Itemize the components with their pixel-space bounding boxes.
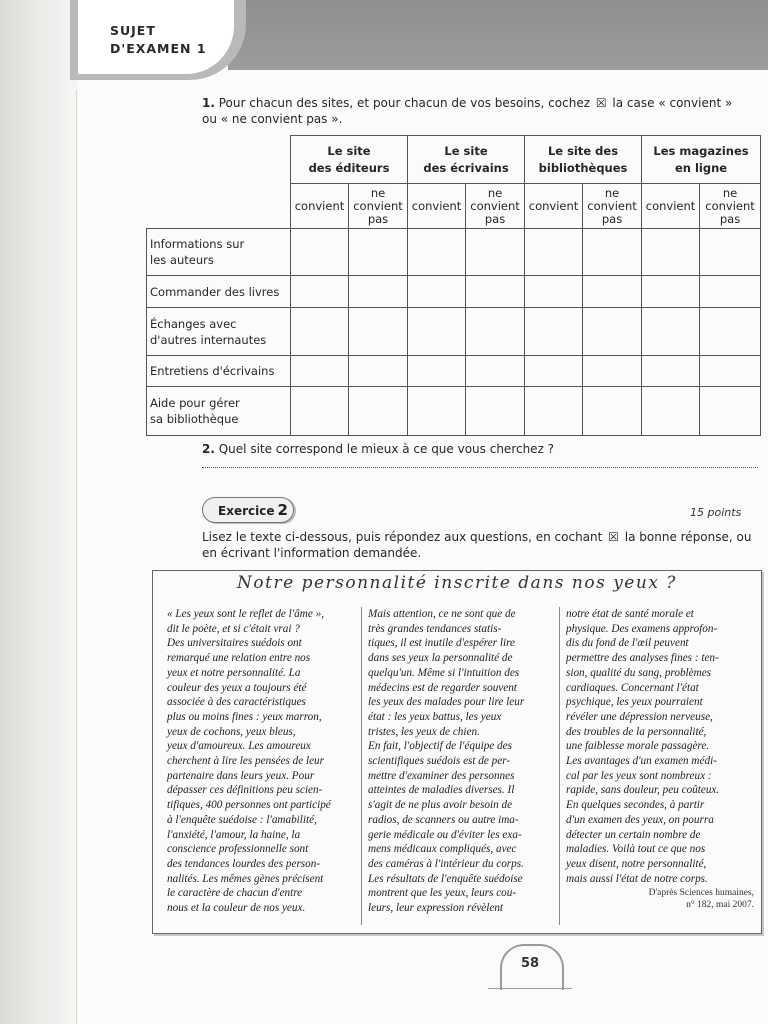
table-cell[interactable] bbox=[466, 276, 525, 308]
table-cell[interactable] bbox=[583, 356, 642, 387]
table-header-ecrivains: Le site des écrivains bbox=[408, 136, 525, 184]
article-column-1-text: « Les yeux sont le reflet de l'âme », dit le poète, et si c'était vrai ? Des universitaires suédois ont remarqué une relation entre nos yeux et notre personnalité. La couleur des yeux a toujours été associée à des caractéristiques plus ou moins fines : yeux marron, yeux de cochons, yeux bleus, yeux d'amoureux. Les amoureux cherchent à lire les pensées de leur partenaire dans leurs yeux. Pour dépasser ces définitions peu scien- tifiques, 400 personnes ont participé à l'enquête suédoise : l'amabilité, l'anxiété, l'amour, la haine, la conscience professionnelle sont des tendances lourdes des person- nalités. Les mêmes gènes précisent le caractère de chacun d'entre nous et la couleur de nos yeux. bbox=[167, 608, 331, 915]
exercise-label-text: Exercice bbox=[218, 504, 275, 518]
table-cell[interactable] bbox=[642, 387, 700, 436]
table-cell[interactable] bbox=[349, 308, 408, 356]
table-cell[interactable] bbox=[642, 276, 700, 308]
table-cell[interactable] bbox=[291, 229, 349, 276]
gutter-line bbox=[76, 90, 77, 1024]
table-header-magazines: Les magazines en ligne bbox=[642, 136, 761, 184]
table-cell[interactable] bbox=[583, 387, 642, 436]
table-corner bbox=[147, 136, 291, 184]
exercise-instructions-b: la bonne réponse, ou bbox=[624, 530, 752, 544]
table-header-editeurs: Le site des éditeurs bbox=[291, 136, 408, 184]
question-1-text-c: ou « ne convient pas ». bbox=[202, 112, 343, 126]
table-cell[interactable] bbox=[466, 229, 525, 276]
column-divider bbox=[361, 607, 362, 925]
article-column-3 bbox=[566, 607, 754, 911]
row-label-echanges: Échanges avec d'autres internautes bbox=[147, 308, 291, 356]
article-column-2 bbox=[368, 607, 556, 916]
table-cell[interactable] bbox=[349, 387, 408, 436]
table-cell[interactable] bbox=[700, 276, 761, 308]
article-column-1 bbox=[167, 607, 355, 916]
table-cell[interactable] bbox=[583, 308, 642, 356]
table-cell[interactable] bbox=[408, 356, 466, 387]
table-cell[interactable] bbox=[291, 308, 349, 356]
article-column-3-text: notre état de santé morale et physique. Des examens approfon- dis du fond de l'œil peuvent permettre des analyses fines : ten- sion, qualité du sang, problèmes cardiaques. Concernant l'état psychique, les yeux pourraient révéler une dépression nerveuse, des troubles de la personnalité, une faiblesse morale passagère. Les avantages d'un examen médi- cal par les yeux sont nombreux : rapide, sans douleur, peu coûteux. En quelques secondes, à partir d'un examen des yeux, on pourra détecter un certain nombre de maladies. Voilà tout ce que nos yeux disent, notre personnalité, mais aussi l'état de notre corps. bbox=[566, 608, 720, 885]
question-1 bbox=[202, 95, 762, 127]
table-cell[interactable] bbox=[291, 276, 349, 308]
row-label-aide: Aide pour gérer sa bibliothèque bbox=[147, 387, 291, 436]
table-cell[interactable] bbox=[642, 356, 700, 387]
exercise-instructions-a: Lisez le texte ci-dessous, puis répondez aux questions, en cochant bbox=[202, 530, 603, 544]
table-cell[interactable] bbox=[700, 356, 761, 387]
table-cell[interactable] bbox=[408, 308, 466, 356]
answer-line[interactable] bbox=[202, 467, 758, 468]
row-label-entretiens: Entretiens d'écrivains bbox=[147, 356, 291, 387]
table-cell[interactable] bbox=[408, 387, 466, 436]
table-cell[interactable] bbox=[525, 229, 583, 276]
table-cell[interactable] bbox=[408, 276, 466, 308]
subheader-convient: convient bbox=[408, 184, 466, 229]
table-cell[interactable] bbox=[700, 229, 761, 276]
table-cell[interactable] bbox=[349, 356, 408, 387]
table-cell[interactable] bbox=[466, 356, 525, 387]
article-credit: D'après Sciences humaines, n° 182, mai 2007. bbox=[648, 888, 754, 911]
column-divider bbox=[559, 607, 560, 925]
table-cell[interactable] bbox=[642, 229, 700, 276]
exercise-instructions bbox=[202, 529, 762, 561]
subheader-convient: convient bbox=[291, 184, 349, 229]
table-cell[interactable] bbox=[466, 308, 525, 356]
table-header-bibliotheques: Le site des bibliothèques bbox=[525, 136, 642, 184]
question-2-text: Quel site correspond le mieux à ce que vous cherchez ? bbox=[214, 442, 555, 456]
checkbox-checked-icon: ☒ bbox=[608, 530, 619, 544]
exercise-points: 15 points bbox=[690, 506, 742, 519]
page-number-baseline bbox=[488, 988, 572, 989]
page-number-tab bbox=[500, 944, 564, 990]
page-curl-shadow bbox=[0, 0, 78, 1024]
exercise-label bbox=[218, 501, 288, 519]
row-label-commander: Commander des livres bbox=[147, 276, 291, 308]
subheader-convient: convient bbox=[642, 184, 700, 229]
table-cell[interactable] bbox=[408, 229, 466, 276]
question-2-number: 2. bbox=[202, 442, 215, 456]
article-title: Notre personnalité inscrite dans nos yeux ? bbox=[237, 573, 677, 593]
sites-table bbox=[146, 135, 761, 436]
article-column-2-text: Mais attention, ce ne sont que de très grandes tendances statis- tiques, il est inutile d'espérer lire dans ses yeux la personnalité de quelqu'un. Même si l'intuition des médecins est de regarder souvent les yeux des malades pour lire leur état : les yeux battus, les yeux tristes, les yeux de chien. En fait, l'objectif de l'équipe des scientifiques suédois est de per- mettre d'examiner des personnes atteintes de maladies diverses. Il s'agit de ne plus avoir besoin de radios, de scanners ou autre ima- gerie médicale ou d'éviter les exa- mens médicaux compliqués, avec des caméras à l'intérieur du corps. Les résultats de l'enquête suédoise montrent que les yeux, leurs cou- leurs, leur expression révèlent bbox=[368, 608, 525, 915]
table-cell[interactable] bbox=[525, 276, 583, 308]
table-cell[interactable] bbox=[525, 356, 583, 387]
subheader-ne-convient-pas: ne convient pas bbox=[466, 184, 525, 229]
exercise-instructions-c: en écrivant l'information demandée. bbox=[202, 546, 422, 560]
subheader-convient: convient bbox=[525, 184, 583, 229]
table-corner-2 bbox=[147, 184, 291, 229]
header-band bbox=[228, 0, 768, 70]
table-cell[interactable] bbox=[583, 276, 642, 308]
page-number: 58 bbox=[520, 956, 540, 971]
subheader-ne-convient-pas: ne convient pas bbox=[583, 184, 642, 229]
question-2 bbox=[202, 441, 762, 457]
table-cell[interactable] bbox=[291, 356, 349, 387]
table-cell[interactable] bbox=[583, 229, 642, 276]
table-cell[interactable] bbox=[349, 229, 408, 276]
row-label-informations: Informations sur les auteurs bbox=[147, 229, 291, 276]
table-cell[interactable] bbox=[525, 308, 583, 356]
table-cell[interactable] bbox=[700, 387, 761, 436]
subheader-ne-convient-pas: ne convient pas bbox=[700, 184, 761, 229]
article-box bbox=[152, 570, 762, 934]
question-1-number: 1. bbox=[202, 96, 215, 110]
table-cell[interactable] bbox=[642, 308, 700, 356]
table-cell[interactable] bbox=[349, 276, 408, 308]
question-1-text-b: la case « convient » bbox=[612, 96, 733, 110]
exam-tab-title: SUJET D'EXAMEN 1 bbox=[110, 23, 207, 56]
subheader-ne-convient-pas: ne convient pas bbox=[349, 184, 408, 229]
table-cell[interactable] bbox=[291, 387, 349, 436]
table-cell[interactable] bbox=[700, 308, 761, 356]
question-1-text-a: Pour chacun des sites, et pour chacun de vos besoins, cochez bbox=[214, 96, 590, 110]
table-cell[interactable] bbox=[525, 387, 583, 436]
checkbox-checked-icon: ☒ bbox=[595, 96, 607, 110]
table-cell[interactable] bbox=[466, 387, 525, 436]
exercise-number: 2 bbox=[277, 501, 288, 519]
